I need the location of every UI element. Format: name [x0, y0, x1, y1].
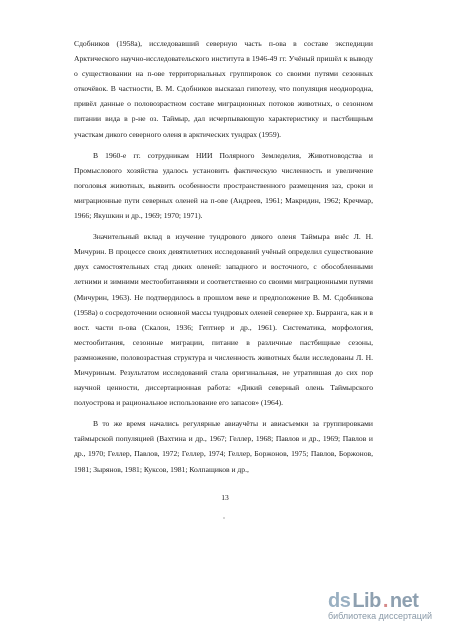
page-number: 13	[221, 493, 229, 502]
watermark-net: net	[389, 590, 419, 612]
paragraph-4: В то же время начались регулярные авиаучёты и авиасъемки за группировками таймырской популяцией (Вахтина и др., 1967; Геллер, 1968; Павлов и др., 1969; Павлов и др., 1970; Геллер, Павлов, 1972; Геллер, 1974; Геллер, Боржонов, 1975; Павлов, Боржонов, 1981; Зырянов, 1981; Куксов, 1981; Колпащиков и др.,	[74, 419, 373, 474]
paragraph-3: Значительный вклад в изучение тундрового дикого оленя Таймыра внёс Л. Н. Мичурин. В процессе своих девятилетних исследований учёный определил существование двух самостоятельных стад диких оленей: западного и восточного, с обособленными летними и зимними местообитаниями и соответственно со своими миграционными путями (Мичурин, 1963). Не подтвердилось в прошлом веке и предположение В. М. Сдобникова (1958а) о сосредоточении основной массы тундровых оленей севернее хр. Бырранга, как и в вост. части п-ова (Скалон, 1936; Гептнер и др., 1961). Систематика, морфология, местообитания, сезонные миграции, питание в различные пастбищные сезоны, размножение, половозрастная структура и численность животных были исследованы Л. Н. Мичуриным. Результатом исследований стала оригинальная, не утратившая до сих пор научной ценности, диссертационная работа: «Дикий северный олень Таймырского полуострова и рациональное использование его запасов» (1964).	[74, 232, 373, 408]
watermark-subtitle: библиотека диссертаций	[327, 611, 432, 621]
watermark-logo[interactable]	[328, 590, 432, 621]
scan-speck	[223, 517, 225, 519]
watermark-ds: ds	[327, 590, 351, 612]
watermark-dot: .	[382, 590, 388, 612]
watermark-lib: Lib	[352, 590, 381, 612]
paragraph-2: В 1960-е гг. сотрудникам НИИ Полярного Земледелия, Животноводства и Промыслового хозяйства удалось установить фактическую численность и увеличение поголовья животных, выявить особенности пространственного размещения заз, сроки и миграционные пути северных оленей на п-ове (Андреев, 1961; Макридин, 1962; Кречмар, 1966; Якушкин и др., 1969; 1970; 1971).	[74, 150, 373, 221]
body-text	[74, 36, 373, 477]
watermark-wordmark	[328, 590, 432, 613]
paragraph-1: Сдобников (1958а), исследовавший северную часть п-ова в составе экспедиции Арктического научно-исследовательского института в 1946-49 гг. Учёный пришёл к выводу о существовании на п-ове территориальных группировок со своими путями сезонных откочёвок. В частности, В. М. Сдобников высказал гипотезу, что популяция неоднородна, привёл данные о половозрастном составе миграционных потоков животных, о сезонном питании вида в р-не оз. Таймыр, дал исчерпывающую характеристику и пастбищным участкам дикого северного оленя в арктических тундрах (1959).	[74, 39, 373, 139]
